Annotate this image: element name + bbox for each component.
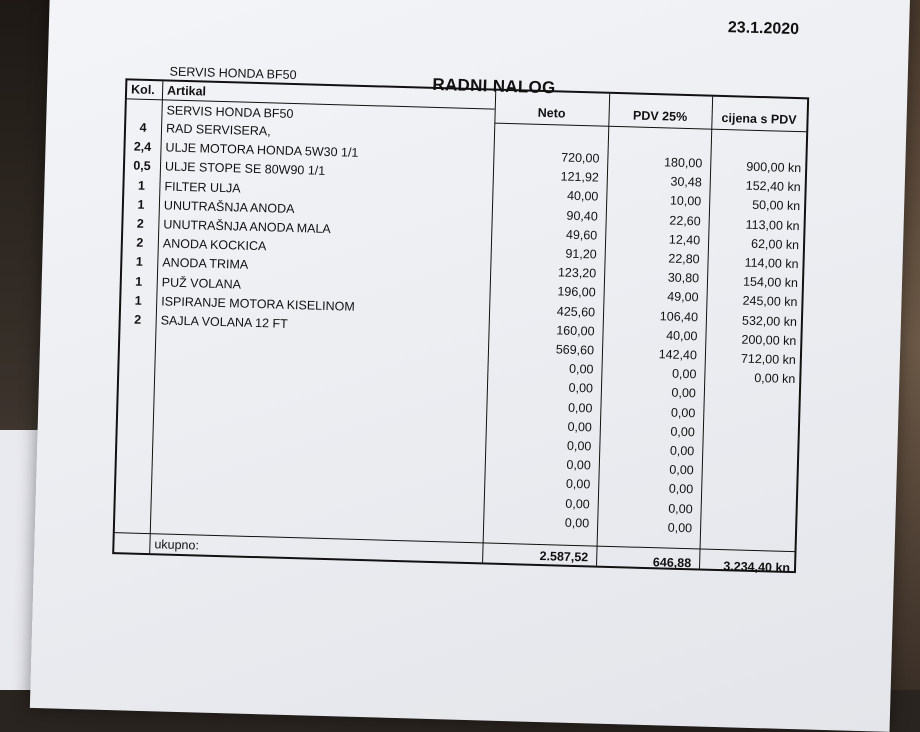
item-pdv: 180,00 — [663, 155, 703, 171]
item-neto: 196,00 — [557, 284, 596, 300]
item-neto: 121,92 — [560, 169, 600, 185]
item-pdv: 106,40 — [659, 308, 699, 324]
document-title: RADNI NALOG — [432, 74, 556, 98]
item-name: FILTER ULJA — [164, 179, 241, 196]
document-caption: SERVIS HONDA BF50 — [169, 64, 297, 83]
item-neto: 0,00 — [566, 457, 592, 473]
item-quantity: 1 — [137, 197, 145, 212]
item-quantity: 4 — [139, 120, 147, 135]
item-pdv: 0,00 — [668, 501, 693, 516]
item-pdv: 0,00 — [670, 424, 695, 440]
item-pdv: 0,00 — [671, 366, 697, 382]
item-quantity — [120, 464, 147, 484]
item-name: PUŽ VOLANA — [161, 274, 242, 292]
item-cijena: 114,00 kn — [744, 255, 799, 272]
item-neto: 0,00 — [567, 419, 593, 435]
item-quantity: 2 — [136, 216, 145, 231]
item-cijena: 200,00 kn — [741, 332, 797, 348]
item-name — [159, 350, 160, 369]
header-kol: Kol. — [130, 82, 155, 98]
item-pdv: 12,40 — [668, 232, 701, 248]
item-cijena: 154,00 kn — [742, 274, 799, 291]
item-neto: 569,60 — [555, 342, 595, 358]
items-table — [112, 78, 809, 576]
item-name: ISPIRANJE MOTORA KISELINOM — [161, 294, 355, 314]
item-pdv: 0,00 — [667, 520, 693, 536]
total-pdv: 646,88 — [652, 555, 692, 571]
item-name — [158, 388, 159, 407]
item-quantity: 2 — [134, 312, 142, 327]
total-cijena: 3.234,40 kn — [723, 559, 791, 576]
header-artikal: Artikal — [166, 83, 207, 99]
total-neto: 2.587,52 — [539, 549, 589, 565]
item-cijena: 712,00 kn — [740, 351, 797, 368]
item-pdv: 142,40 — [658, 347, 698, 363]
item-quantity — [120, 483, 147, 503]
item-cijena — [703, 521, 791, 542]
item-cijena: 245,00 kn — [742, 293, 798, 310]
item-neto: 0,00 — [568, 361, 594, 377]
item-neto: 90,40 — [566, 208, 598, 224]
item-name: ULJE MOTORA HONDA 5W30 1/1 — [165, 140, 359, 160]
item-neto: 0,00 — [566, 438, 592, 454]
item-quantity: 1 — [134, 293, 142, 308]
item-cijena: 0,00 kn — [754, 371, 796, 387]
item-neto: 0,00 — [567, 400, 593, 416]
item-cijena: 50,00 kn — [751, 198, 801, 214]
item-name — [160, 331, 161, 350]
item-pdv: 22,60 — [669, 213, 701, 228]
header-neto: Neto — [537, 105, 566, 121]
item-name — [156, 484, 157, 503]
item-pdv: 0,00 — [669, 443, 695, 459]
item-neto: 0,00 — [565, 477, 591, 492]
item-quantity — [123, 349, 150, 369]
item-name: ANODA KOCKICA — [162, 236, 267, 254]
item-cijena — [705, 445, 793, 466]
item-pdv: 40,00 — [666, 328, 698, 344]
item-quantity — [123, 368, 150, 388]
item-cijena: 532,00 kn — [741, 313, 798, 329]
item-quantity: 1 — [135, 274, 143, 289]
item-quantity — [121, 425, 148, 445]
item-cijena — [704, 464, 792, 485]
item-quantity: 2,4 — [133, 139, 152, 155]
item-pdv: 49,00 — [667, 289, 699, 305]
item-cijena: 900,00 kn — [746, 159, 802, 176]
item-name — [158, 407, 159, 426]
item-cijena — [705, 425, 793, 446]
item-name: UNUTRAŠNJA ANODA — [163, 198, 295, 216]
item-pdv: 22,80 — [668, 251, 700, 267]
item-name: ANODA TRIMA — [162, 255, 249, 273]
item-name: ULJE STOPE SE 80W90 1/1 — [164, 159, 326, 179]
item-name: SAJLA VOLANA 12 FT — [160, 313, 289, 331]
item-quantity: 0,5 — [133, 158, 151, 174]
item-neto: 0,00 — [568, 381, 594, 396]
item-neto: 49,60 — [565, 227, 598, 243]
item-cijena: 113,00 kn — [745, 217, 800, 233]
item-quantity — [121, 445, 148, 465]
item-cijena — [703, 502, 791, 523]
item-quantity — [124, 330, 151, 350]
item-cijena: 152,40 kn — [745, 178, 801, 195]
header-pdv: PDV 25% — [632, 108, 688, 124]
item-pdv: 0,00 — [670, 405, 696, 420]
item-cijena — [706, 406, 794, 427]
item-cijena — [704, 483, 792, 504]
item-neto: 123,20 — [557, 265, 597, 281]
header-cijena: cijena s PDV — [721, 110, 797, 128]
item-quantity — [122, 406, 149, 426]
item-name — [156, 465, 157, 484]
item-pdv: 30,80 — [667, 270, 700, 286]
item-quantity: 1 — [135, 255, 143, 270]
item-cijena — [707, 387, 795, 408]
item-pdv: 0,00 — [671, 386, 697, 401]
document-date: 23.1.2020 — [727, 19, 800, 39]
item-neto: 40,00 — [566, 189, 599, 204]
work-order-sheet — [30, 0, 910, 732]
item-pdv: 0,00 — [669, 462, 694, 478]
totals-divider — [115, 532, 795, 552]
item-name — [157, 446, 158, 465]
item-pdv: 0,00 — [668, 481, 694, 497]
item-quantity: 1 — [137, 178, 146, 193]
item-neto: 160,00 — [556, 323, 595, 339]
totals-label: ukupno: — [154, 537, 200, 553]
item-name — [157, 426, 158, 445]
item-pdv: 30,48 — [670, 174, 702, 190]
item-quantity: 2 — [136, 235, 144, 251]
item-quantity — [122, 387, 149, 407]
item-name — [159, 369, 160, 388]
section-title: SERVIS HONDA BF50 — [166, 103, 294, 121]
item-cijena: 62,00 kn — [750, 236, 800, 252]
item-neto: 0,00 — [565, 496, 590, 511]
item-neto: 425,60 — [556, 304, 596, 320]
item-name: UNUTRAŠNJA ANODA MALA — [163, 217, 331, 237]
item-pdv: 10,00 — [669, 193, 702, 209]
item-neto: 91,20 — [565, 246, 597, 262]
item-neto: 720,00 — [560, 150, 600, 166]
item-name: RAD SERVISERA, — [165, 121, 271, 139]
item-neto: 0,00 — [564, 515, 590, 531]
